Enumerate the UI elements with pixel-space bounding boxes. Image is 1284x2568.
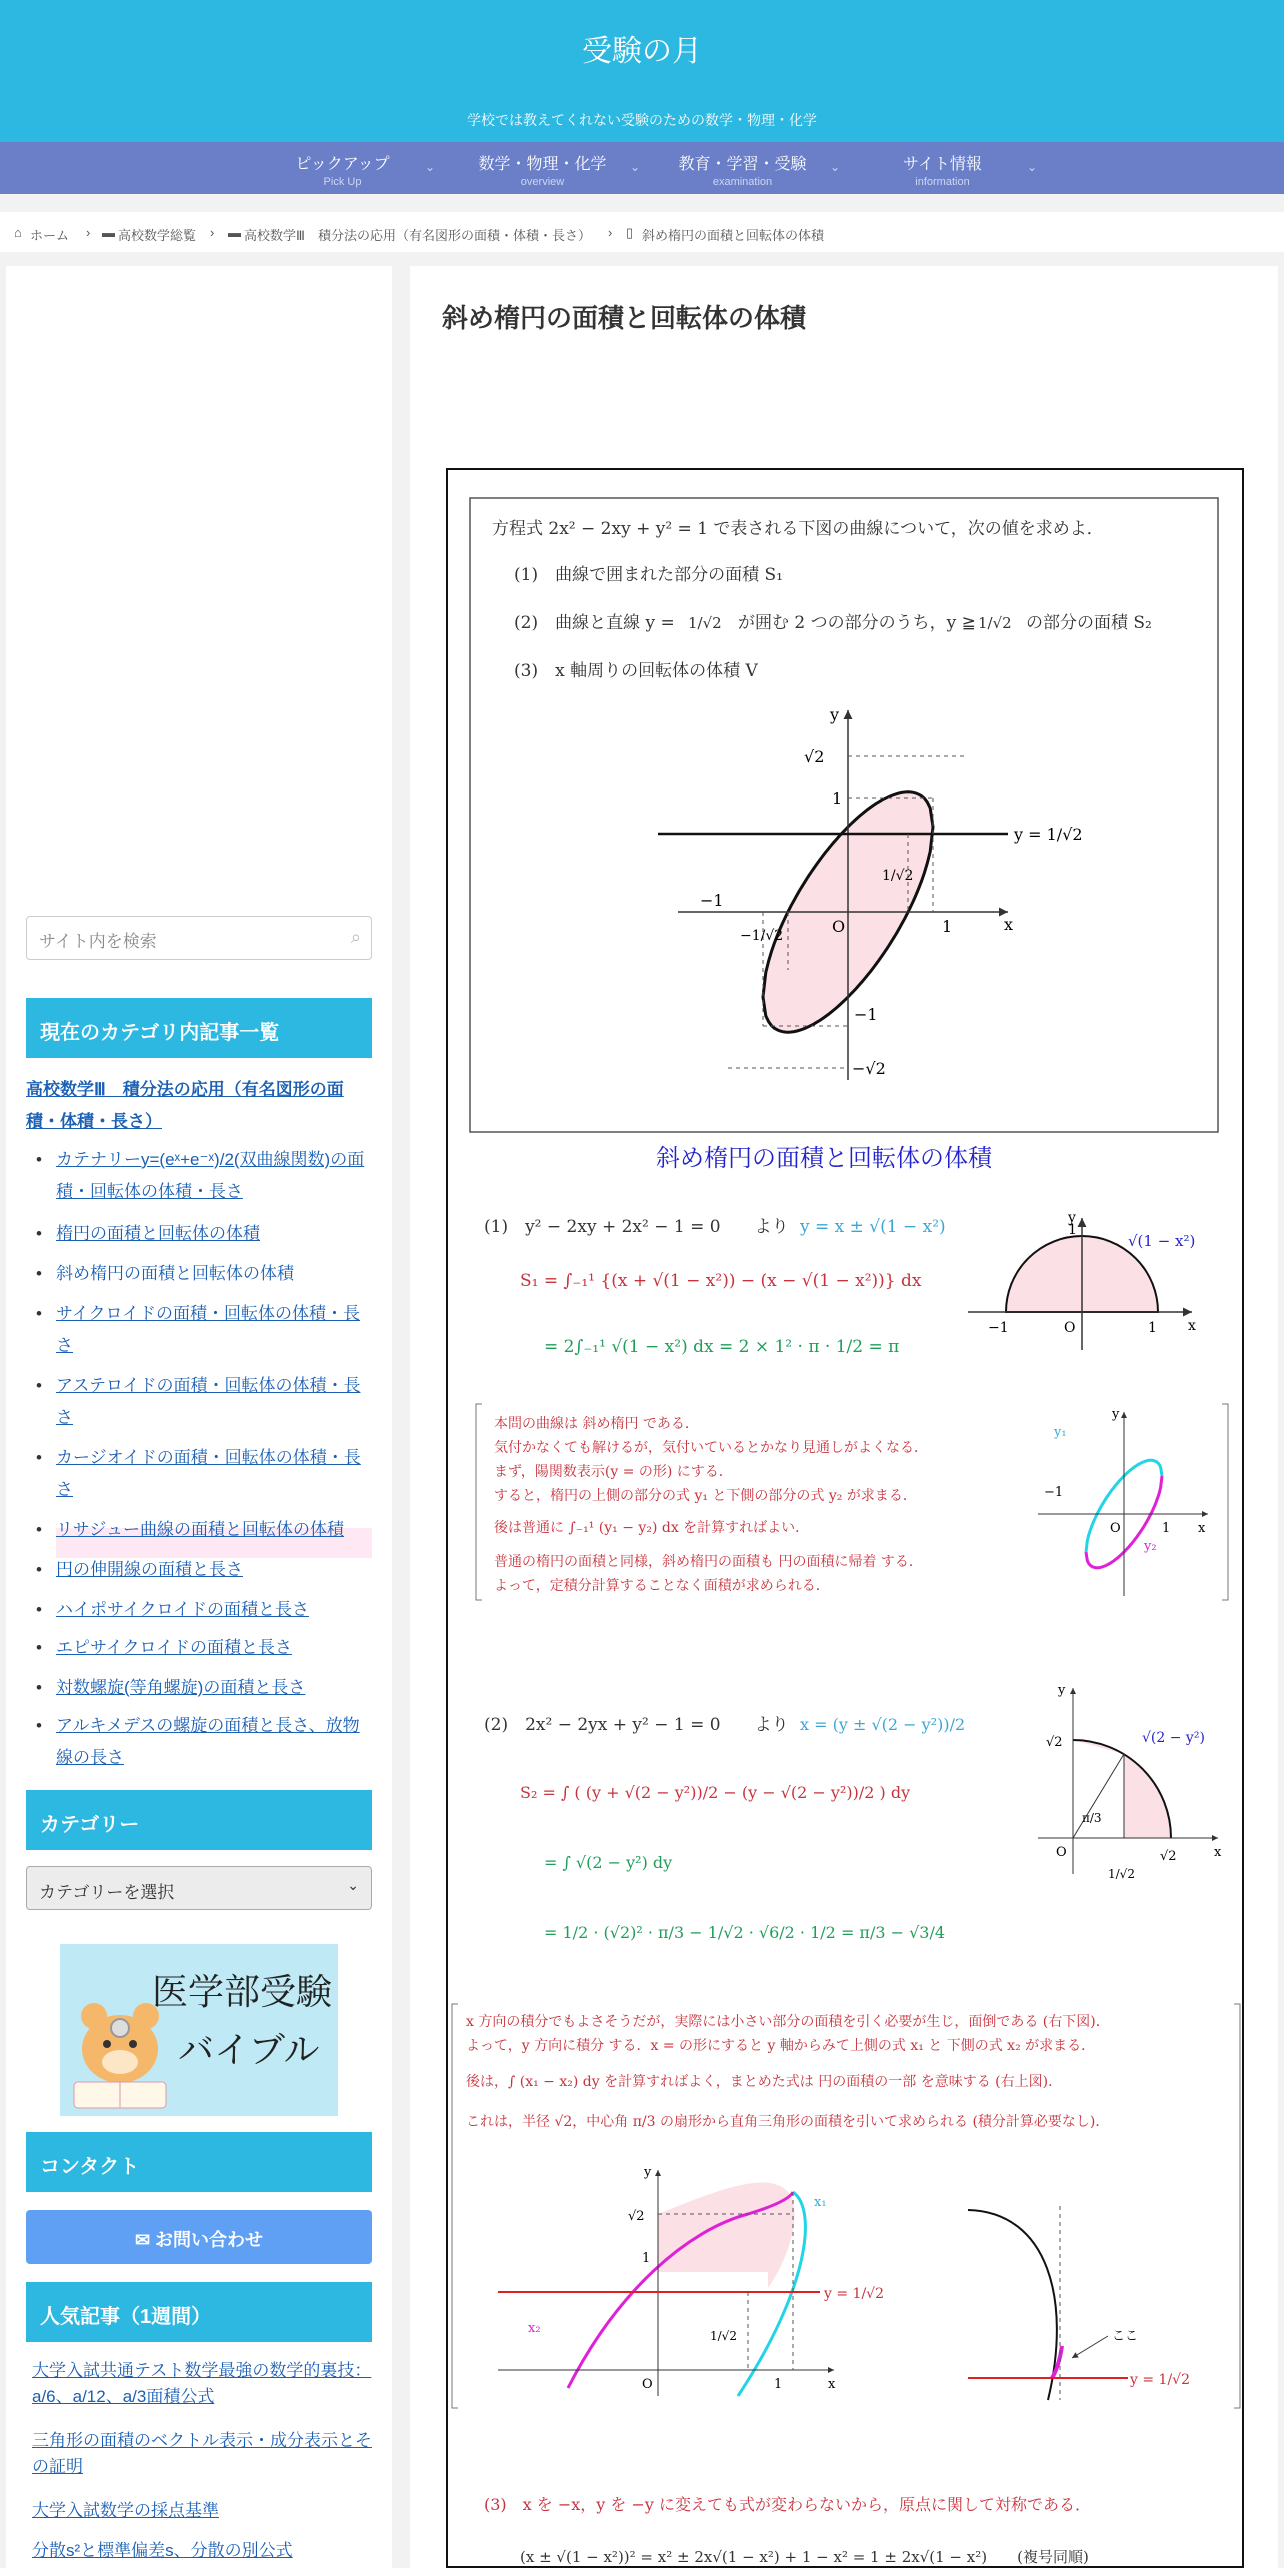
list-item[interactable]: • アルキメデスの螺旋の面積と長さ、放物線の長さ xyxy=(26,1710,376,1774)
tick-1: 1 xyxy=(1162,1521,1171,1536)
breadcrumb xyxy=(0,212,1284,252)
tick-neg1: −1 xyxy=(988,1320,1009,1336)
popular-item[interactable]: 大学入試数学の採点基準 xyxy=(32,2501,219,2520)
chevron-down-icon: ⌄ xyxy=(1027,160,1038,174)
axis-x-label: x xyxy=(1214,1845,1222,1860)
nav-item-overview[interactable] xyxy=(455,142,641,194)
sidebar xyxy=(6,266,392,2568)
tick-neg1-x: −1 xyxy=(700,891,724,910)
solution-3-line: (3) x を −x，y を −y に変えても式が変わらないから，原点に関して対称である． xyxy=(484,2495,1092,2514)
popular-item[interactable]: 分散s²と標準偏差s、分散の別公式 xyxy=(32,2541,293,2560)
axis-x-label: x xyxy=(1004,915,1014,934)
semicircle-graph xyxy=(968,1210,1196,1350)
nav-item-examination[interactable] xyxy=(655,142,841,194)
tick-inv-sqrt2: 1/√2 xyxy=(1108,1867,1135,1881)
tick-1: 1 xyxy=(1148,1320,1157,1336)
widget-title-popular: 人気記事（1週間） xyxy=(26,2282,372,2342)
tick-neg-inv-sqrt2: −1/√2 xyxy=(740,928,784,944)
note-1-line: 後は普通に ∫₋₁¹ (y₁ − y₂) dx を計算すればよい． xyxy=(494,1520,810,1536)
chevron-right-icon: › xyxy=(608,225,613,240)
axis-x-label: x xyxy=(1198,1521,1206,1536)
nav-item-sub: information xyxy=(915,176,970,188)
page-title: 斜め楕円の面積と回転体の体積 xyxy=(442,303,807,333)
tick-inv-sqrt2: 1/√2 xyxy=(882,868,914,884)
global-nav xyxy=(0,142,1284,194)
zoom-graph xyxy=(968,2206,1190,2400)
x1-label: x₁ xyxy=(814,2195,827,2210)
nav-item-label: ピックアップ xyxy=(295,156,390,173)
note-1-line: よって，定積分計算することなく面積が求められる． xyxy=(494,1578,830,1594)
tick-inv-sqrt2: 1/√2 xyxy=(710,2329,737,2343)
nav-item-information[interactable] xyxy=(855,142,1038,194)
origin-label: O xyxy=(642,2377,653,2392)
search-placeholder: サイト内を検索 xyxy=(39,932,157,951)
origin-label: O xyxy=(832,917,846,936)
contact-button[interactable] xyxy=(26,2210,372,2264)
question-2a: (2) 曲線と直線 y = xyxy=(514,613,675,633)
note-1-line: まず，陽関数表示(y = の形) にする． xyxy=(494,1464,733,1480)
search-icon[interactable]: ⌕ xyxy=(350,927,361,947)
solution-2-eq1: S₂ = ∫ ( (y + √(2 − y²))/2 − (y − √(2 − y²))/2 ) dy xyxy=(520,1783,911,1802)
solution-2-eq2: = ∫ √(2 − y²) dy xyxy=(544,1853,673,1872)
list-item[interactable]: • 楕円の面積と回転体の体積 xyxy=(26,1218,376,1250)
main-content xyxy=(410,266,1278,2568)
chevron-down-icon: ⌄ xyxy=(347,1877,359,1893)
category-parent-link[interactable]: 高校数学Ⅲ 積分法の応用（有名図形の面積・体積・長さ） xyxy=(26,1080,344,1131)
question-1: (1) 曲線で囲まれた部分の面積 S₁ xyxy=(514,565,783,585)
chevron-down-icon: ⌄ xyxy=(830,160,841,174)
note-2-line: よって，y 方向に積分 する．x = の形にすると y 軸からみて上側の式 x₁ と 下側の式 x₂ が求まる． xyxy=(466,2038,1096,2054)
line-label: y = 1/√2 xyxy=(824,2286,884,2302)
tick-sqrt2-x: √2 xyxy=(1160,1849,1177,1864)
nav-item-label: 数学・物理・化学 xyxy=(478,156,607,173)
medical-exam-banner[interactable] xyxy=(60,1944,338,2116)
chevron-down-icon: ⌄ xyxy=(425,160,436,174)
solution-heading: 斜め楕円の面積と回転体の体積 xyxy=(656,1145,992,1172)
note-2-line: これは，半径 √2，中心角 π/3 の扇形から直角三角形の面積を引いて求められる (積分計算必要なし)． xyxy=(466,2114,1110,2130)
mail-icon: ✉ xyxy=(134,2230,156,2250)
list-item[interactable]: • ハイポサイクロイドの面積と長さ xyxy=(26,1594,376,1626)
y1-label: y₁ xyxy=(1054,1425,1067,1440)
site-header xyxy=(0,0,1284,142)
origin-label: O xyxy=(1064,1320,1076,1336)
line-label: y = 1/√2 xyxy=(1014,825,1083,844)
list-item[interactable]: • リサジュー曲線の面積と回転体の体積 xyxy=(26,1514,376,1546)
contact-button-label: お問い合わせ xyxy=(155,2230,264,2250)
banner-text-2: バイブル xyxy=(178,2030,320,2071)
banner-text-1: 医学部受験 xyxy=(152,1972,333,2013)
origin-label: O xyxy=(1110,1521,1121,1536)
line-label: y = 1/√2 xyxy=(1130,2372,1190,2388)
sector-graph xyxy=(1038,1683,1222,1881)
nav-item-label: サイト情報 xyxy=(903,156,982,173)
tick-1-x: 1 xyxy=(942,917,953,936)
home-icon: ⌂ xyxy=(14,225,22,240)
axis-y-label: y xyxy=(1112,1407,1120,1422)
nav-item-sub: Pick Up xyxy=(323,176,362,188)
tick-1-x: 1 xyxy=(774,2377,783,2392)
note-2-line: x 方向の積分でもよさそうだが，実際には小さい部分の面積を引く必要が生じ，面倒である (右下図)． xyxy=(466,2014,1110,2030)
tick-neg-sqrt2: −√2 xyxy=(852,1059,886,1078)
nav-item-label: 教育・学習・受験 xyxy=(678,156,807,173)
solution-1-eq1: S₁ = ∫₋₁¹ {(x + √(1 − x²)) − (x − √(1 − x²))} dx xyxy=(520,1271,922,1291)
note-1-line: 本問の曲線は 斜め楕円 である． xyxy=(494,1416,699,1432)
nav-item-sub: examination xyxy=(712,176,773,188)
chevron-right-icon: › xyxy=(210,225,215,240)
tick-neg1-y: −1 xyxy=(854,1005,878,1024)
folder-icon: ▬ xyxy=(228,225,241,240)
popular-item[interactable]: 三角形の面積のベクトル表示・成分表示とその証明 xyxy=(32,2431,372,2476)
origin-label: O xyxy=(1056,1845,1067,1860)
widget-title-contact: コンタクト xyxy=(26,2132,372,2192)
curve-label: √(1 − x²) xyxy=(1128,1232,1196,1250)
search-input[interactable] xyxy=(26,916,372,960)
list-item[interactable]: • エピサイクロイドの面積と長さ xyxy=(26,1632,376,1664)
question-3: (3) x 軸周りの回転体の体積 V xyxy=(514,661,758,681)
solution-2-explicit: x = (y ± √(2 − y²))/2 xyxy=(800,1715,966,1734)
tick-sqrt2: √2 xyxy=(804,747,825,766)
axis-y-label: y xyxy=(1058,1683,1066,1698)
note-2-line: 後は，∫ (x₁ − x₂) dy を計算すればよく，まとめた式は 円の面積の一部 を意味する (右上図)． xyxy=(466,2074,1063,2090)
ellipse-graph xyxy=(658,705,1083,1080)
axis-x-label: x xyxy=(828,2377,836,2392)
angle-label: π/3 xyxy=(1082,1811,1102,1825)
list-item[interactable]: • カージオイドの面積・回転体の体積・長さ xyxy=(26,1442,376,1506)
axis-y-label: y xyxy=(830,705,840,724)
breadcrumb-home[interactable]: ホーム xyxy=(30,228,70,243)
solution-1-explicit: y = x ± √(1 − x²) xyxy=(800,1217,946,1237)
solution-3-eq: (x ± √(1 − x²))² = x² ± 2x√(1 − x²) + 1 − x² = 1 ± 2x√(1 − x²) (複号同順) xyxy=(520,2548,1089,2566)
tick-sqrt2: √2 xyxy=(1046,1735,1063,1750)
list-item[interactable]: • 対数螺旋(等角螺旋)の面積と長さ xyxy=(26,1672,376,1704)
category-select[interactable] xyxy=(26,1866,372,1910)
list-item[interactable]: • 円の伸開線の面積と長さ xyxy=(26,1554,376,1586)
math-solution-image xyxy=(448,470,1246,2568)
article-figure xyxy=(446,468,1244,2568)
chevron-down-icon: ⌄ xyxy=(630,160,641,174)
chevron-right-icon: › xyxy=(86,225,91,240)
axis-y-label: y xyxy=(644,2165,652,2180)
tick-1-y: 1 xyxy=(1068,1222,1077,1238)
list-item[interactable]: • カテナリーy=(eˣ+e⁻ˣ)/2(双曲線関数)の面積・回転体の体積・長さ xyxy=(26,1144,376,1208)
site-title[interactable]: 受験の月 xyxy=(582,34,702,69)
list-item[interactable]: • サイクロイドの面積・回転体の体積・長さ xyxy=(26,1298,376,1362)
curve-label: √(2 − y²) xyxy=(1142,1730,1205,1746)
breadcrumb-current: 斜め楕円の面積と回転体の体積 xyxy=(642,228,825,243)
solution-2-eq3: = 1/2 · (√2)² · π/3 − 1/√2 · √6/2 · 1/2 = π/3 − √3/4 xyxy=(544,1923,946,1942)
breadcrumb-category-1[interactable]: 高校数学総覧 xyxy=(118,228,197,243)
solution-2-line: (2) 2x² − 2yx + y² − 1 = 0 より xyxy=(484,1715,789,1735)
problem-intro: 方程式 2x² − 2xy + y² = 1 で表される下図の曲線について，次の値を求めよ． xyxy=(492,519,1104,539)
tick-1: 1 xyxy=(832,789,843,808)
list-item[interactable]: • アステロイドの面積・回転体の体積・長さ xyxy=(26,1370,376,1434)
solution-1-line: (1) y² − 2xy + 2x² − 1 = 0 より xyxy=(484,1217,789,1237)
x2-label: x₂ xyxy=(528,2321,541,2336)
nav-item-sub: overview xyxy=(520,176,565,188)
breadcrumb-category-2[interactable]: 高校数学Ⅲ 積分法の応用（有名図形の面積・体積・長さ） xyxy=(244,228,591,243)
popular-item[interactable]: 大学入試共通テスト数学最強の数学的裏技：a/6、a/12、a/3面積公式 xyxy=(32,2361,372,2406)
note-1-line: 気付かなくても解けるが，気付いているとかなり見通しがよくなる． xyxy=(494,1440,928,1456)
note-1-line: すると，楕円の上側の部分の式 y₁ と下側の部分の式 y₂ が求まる． xyxy=(494,1488,917,1504)
question-2b: が囲む 2 つの部分のうち，y ≧ xyxy=(738,613,976,633)
list-item-current[interactable]: • 斜め楕円の面積と回転体の体積 xyxy=(26,1258,376,1290)
axis-x-label: x xyxy=(1188,1318,1196,1334)
tick-1: 1 xyxy=(642,2251,651,2266)
tick-sqrt2: √2 xyxy=(628,2209,645,2224)
folder-icon: ▬ xyxy=(102,225,115,240)
question-2-frac: 1/√2 xyxy=(688,614,722,632)
koko-label: ここ xyxy=(1112,2329,1139,2344)
x1-x2-graph xyxy=(498,2165,884,2396)
nav-item-pickup[interactable] xyxy=(255,142,436,194)
question-2c: の部分の面積 S₂ xyxy=(1026,613,1152,633)
category-select-value: カテゴリーを選択 xyxy=(39,1883,175,1902)
y2-label: y₂ xyxy=(1144,1539,1157,1554)
site-tagline: 学校では教えてくれない受験のための数学・物理・化学 xyxy=(467,112,817,128)
question-2-frac-2: 1/√2 xyxy=(978,614,1012,632)
axis-y-label: y xyxy=(1068,1210,1076,1226)
file-icon: ▯ xyxy=(626,225,634,240)
tick-neg1: −1 xyxy=(1044,1485,1064,1500)
ellipse-y1-y2-graph xyxy=(1038,1407,1208,1596)
solution-1-eq2: = 2∫₋₁¹ √(1 − x²) dx = 2 × 1² · π · 1/2 = π xyxy=(544,1337,900,1357)
widget-title-categories: カテゴリー xyxy=(26,1790,372,1850)
widget-title-category-articles: 現在のカテゴリ内記事一覧 xyxy=(26,998,372,1058)
note-1-line: 普通の楕円の面積と同様，斜め楕円の面積も 円の面積に帰着 する． xyxy=(494,1554,923,1570)
